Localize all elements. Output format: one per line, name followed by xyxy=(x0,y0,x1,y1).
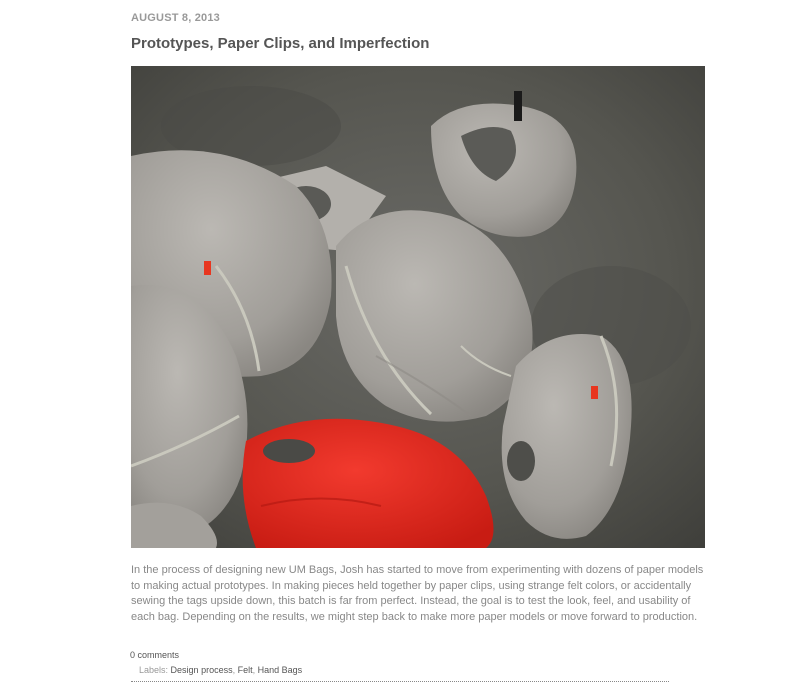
label-link-felt[interactable]: Felt xyxy=(237,665,253,675)
post-body-text: In the process of designing new UM Bags, Josh has started to move from experimenting with dozens of paper models to making actual prototypes. In making pieces held together by paper clips, using strange felt colors, or accidentally sewing the tags upside down, this batch is far from perfect. Instead, the goal is to test the look, feel, and usability of each bag. Depending on the results, we might step back to make more paper models or move forward to production. xyxy=(131,564,704,623)
post-title[interactable]: Prototypes, Paper Clips, and Imperfection xyxy=(131,35,430,52)
post-divider xyxy=(131,681,669,682)
post-image[interactable] xyxy=(131,66,705,548)
label-link-design-process[interactable]: Design process xyxy=(170,665,233,675)
label-separator: , xyxy=(232,665,236,675)
label-link-hand-bags[interactable]: Hand Bags xyxy=(257,665,303,675)
label-separator: , xyxy=(252,665,256,675)
post-labels xyxy=(139,665,302,675)
comments-link[interactable]: 0 comments xyxy=(130,650,180,660)
labels-prefix: Labels: xyxy=(139,665,169,675)
post-date: AUGUST 8, 2013 xyxy=(131,12,221,24)
